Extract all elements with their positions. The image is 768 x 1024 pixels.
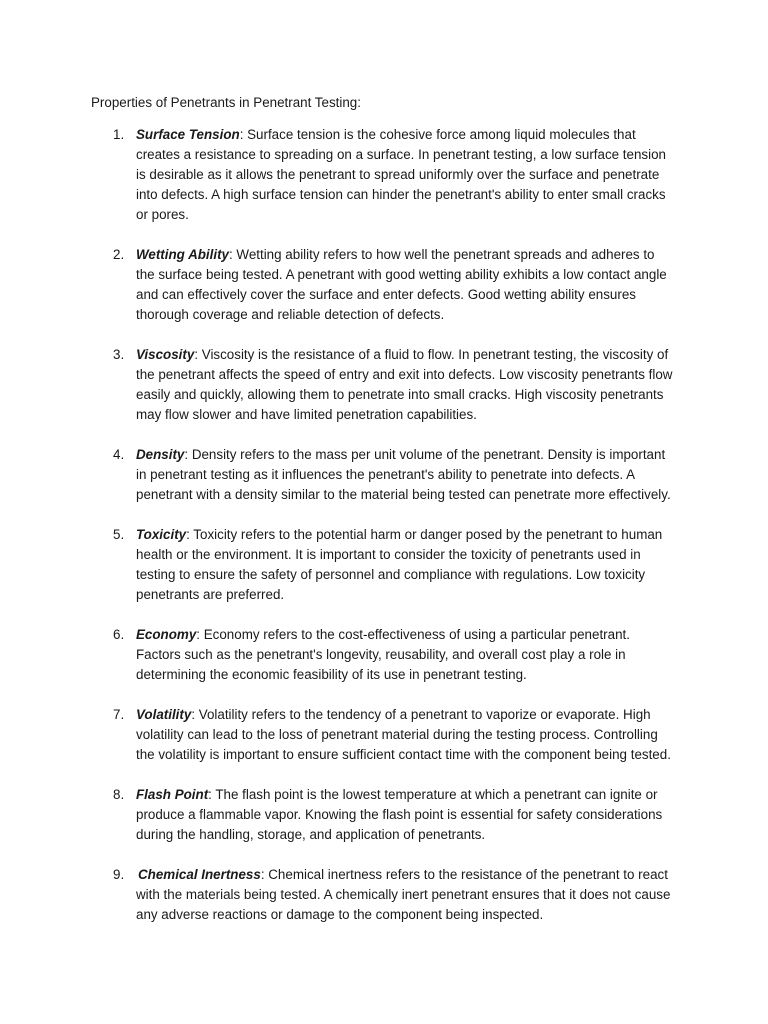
item-body: [136, 525, 676, 605]
item-number: 9.: [113, 867, 125, 882]
list-item: [0, 125, 768, 225]
item-term: Volatility: [136, 707, 192, 722]
item-number: 8.: [113, 787, 125, 802]
item-body: [136, 125, 676, 225]
item-body: [136, 865, 676, 925]
item-body: [136, 345, 676, 425]
item-text: : Toxicity refers to the potential harm or danger posed by the penetrant to human health or the environment. It is important to consider the toxicity of penetrants used in testing to ensure the safety of personnel and compliance with regulations. Low toxicity penetrants are preferred.: [136, 527, 663, 602]
item-number: 4.: [113, 447, 125, 462]
item-text: : Wetting ability refers to how well the penetrant spreads and adheres to the surface being tested. A penetrant with good wetting ability exhibits a low contact angle and can effectively cover the surface and enter defects. Good wetting ability ensures thorough coverage and reliable detection of defects.: [136, 247, 667, 322]
item-number: 2.: [113, 247, 125, 262]
item-number: 7.: [113, 707, 125, 722]
item-number: 5.: [113, 527, 125, 542]
item-number: 6.: [113, 627, 125, 642]
list-item: [0, 445, 768, 505]
item-body: [136, 705, 676, 765]
item-text: : Volatility refers to the tendency of a penetrant to vaporize or evaporate. High volatility can lead to the loss of penetrant material during the testing process. Controlling the volatility is important to ensure sufficient contact time with the component being tested.: [136, 707, 671, 762]
properties-list: [0, 125, 768, 945]
item-text: : Economy refers to the cost-effectiveness of using a particular penetrant. Factors such as the penetrant's longevity, reusability, and overall cost play a role in determining the economic feasibility of its use in penetrant testing.: [136, 627, 630, 682]
item-term: Viscosity: [136, 347, 195, 362]
item-text: : Viscosity is the resistance of a fluid to flow. In penetrant testing, the viscosity of the penetrant affects the speed of entry and exit into defects. Low viscosity penetrants flow easily and quickly, allowing them to penetrate into small cracks. High viscosity penetrants may flow slower and have limited penetration capabilities.: [136, 347, 673, 422]
item-term: Economy: [136, 627, 197, 642]
item-body: [136, 245, 676, 325]
item-number: 3.: [113, 347, 125, 362]
item-body: [136, 625, 676, 685]
item-term: Wetting Ability: [136, 247, 229, 262]
list-item: [0, 345, 768, 425]
item-number: 1.: [113, 127, 125, 142]
item-term: Chemical Inertness: [138, 867, 261, 882]
list-item: [0, 525, 768, 605]
list-item: [0, 625, 768, 685]
item-body: [136, 785, 676, 845]
list-item: [0, 245, 768, 325]
item-term: Density: [136, 447, 185, 462]
item-text: : The flash point is the lowest temperature at which a penetrant can ignite or produce a flammable vapor. Knowing the flash point is essential for safety considerations during the handling, storage, and application of penetrants.: [136, 787, 663, 842]
list-item: [0, 785, 768, 845]
item-term: Surface Tension: [136, 127, 240, 142]
item-text: : Density refers to the mass per unit volume of the penetrant. Density is important in penetrant testing as it influences the penetrant's ability to penetrate into defects. A penetrant with a density similar to the material being tested can penetrate more effectively.: [136, 447, 671, 502]
item-body: [136, 445, 676, 505]
list-item: [0, 705, 768, 765]
document-heading: Properties of Penetrants in Penetrant Testing:: [91, 95, 361, 110]
item-text: : Surface tension is the cohesive force among liquid molecules that creates a resistance to spreading on a surface. In penetrant testing, a low surface tension is desirable as it allows the penetrant to spread uniformly over the surface and penetrate into defects. A high surface tension can hinder the penetrant's ability to enter small cracks or pores.: [136, 127, 666, 222]
item-text: : Chemical inertness refers to the resistance of the penetrant to react with the materials being tested. A chemically inert penetrant ensures that it does not cause any adverse reactions or damage to the component being inspected.: [136, 867, 671, 922]
list-item: [0, 865, 768, 925]
item-term: Toxicity: [136, 527, 187, 542]
item-term: Flash Point: [136, 787, 209, 802]
